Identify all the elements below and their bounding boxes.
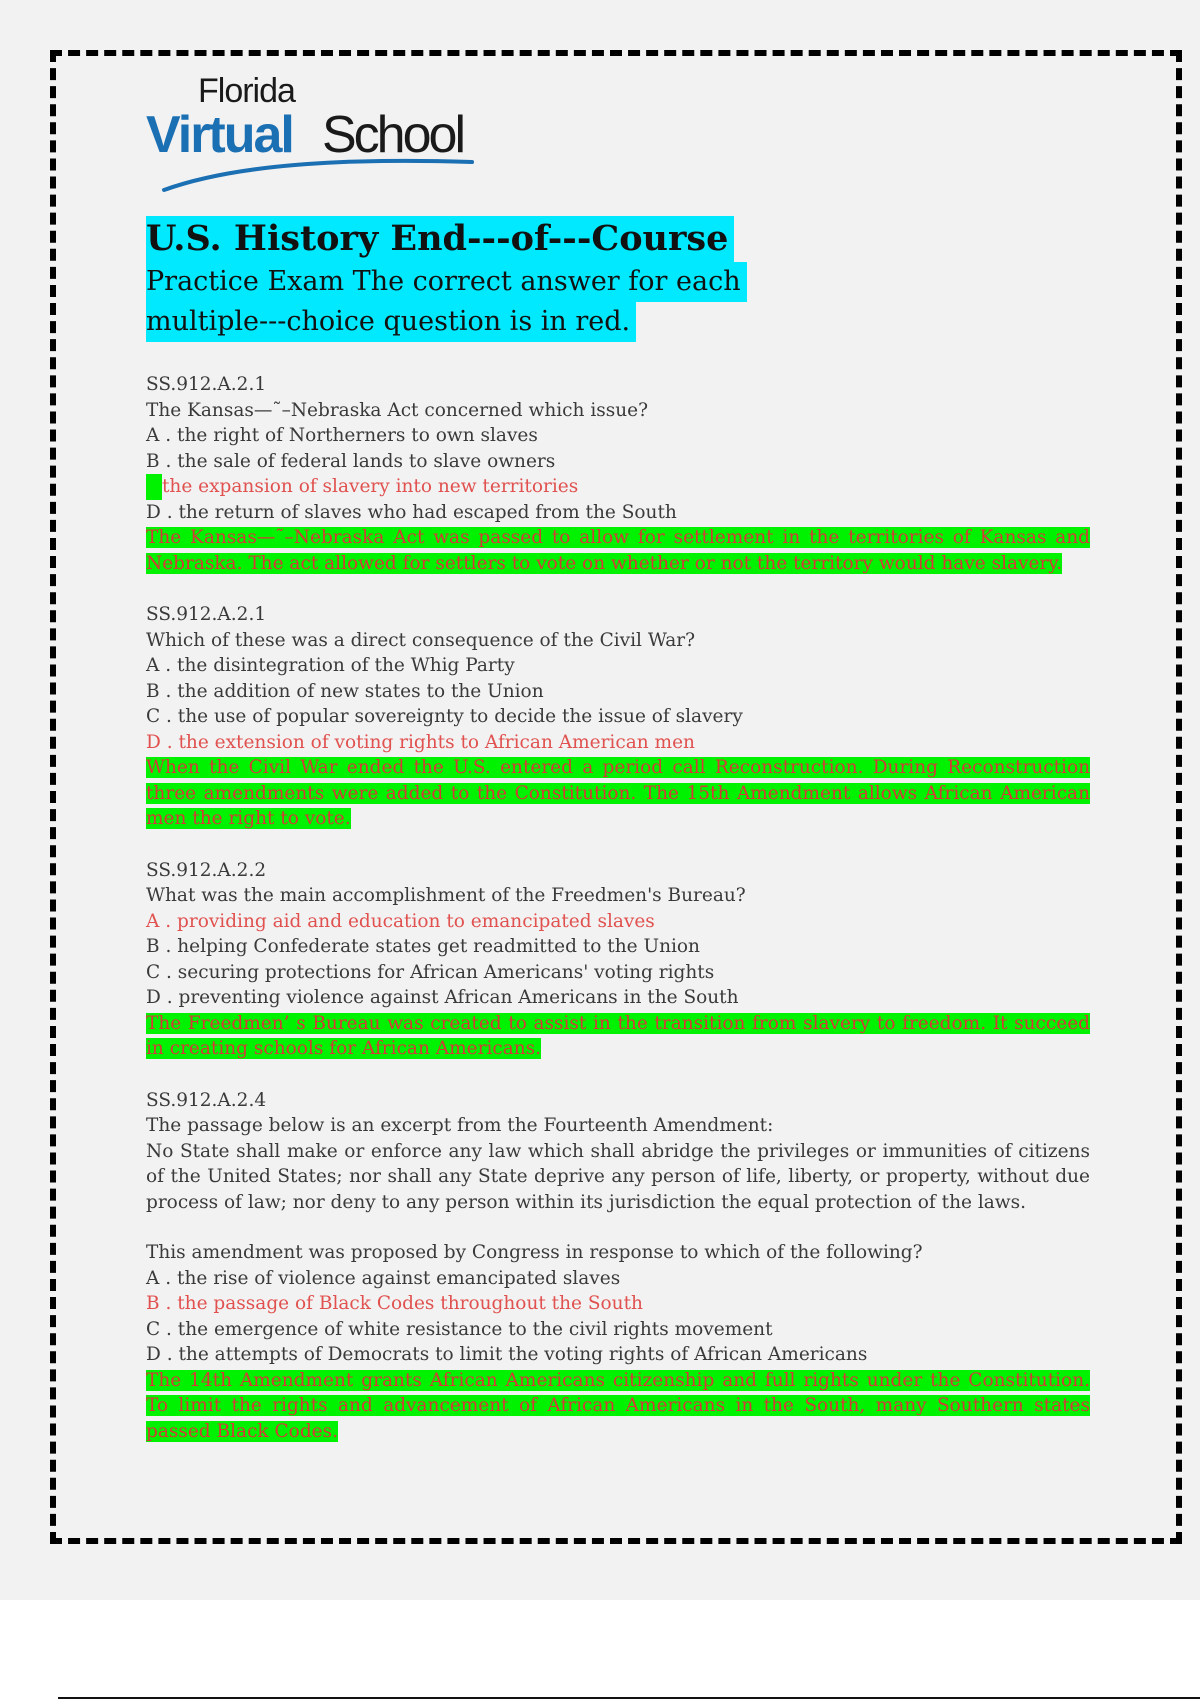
option-a: A . the rise of violence against emancipated slaves [146,1267,621,1289]
option-a-correct: A . providing aid and education to emancipated slaves [146,910,655,932]
option-d: D . the attempts of Democrats to limit the voting rights of African Americans [146,1344,868,1365]
question-1 [146,372,1090,576]
answer-marker: C [146,474,162,500]
option-c-correct: Cthe expansion of slavery into new territories [146,474,1090,500]
question-text: Which of these was a direct consequence of the Civil War? [146,629,696,651]
option-a: A . the disintegration of the Whig Party [146,655,515,676]
answer-explanation: The 14th Amendment grants African Americans citizenship and full rights under the Constitution. To limit the rights and advancement of African Americans in the South, many Southern states passed Black Codes. [146,1369,1090,1442]
option-c: C . the use of popular sovereignty to decide the issue of slavery [146,706,743,727]
option-a: A . the right of Northerners to own slaves [146,425,538,446]
question-text: This amendment was proposed by Congress in response to which of the following? [146,1242,923,1263]
logo-swoosh [164,161,472,190]
option-b-correct: B . the passage of Black Codes throughout the South [146,1293,643,1314]
option-b: B . the addition of new states to the Union [146,680,544,702]
logo-line2-bold: Virtual [146,106,293,164]
answer-explanation: The Freedmen’ s Bureau was created to assist in the transition from slavery to freedom. It succeed in creating schools for African Americans. [146,1012,1090,1059]
option-b: B . helping Confederate states get readmitted to the Union [146,936,700,957]
questions-container [146,372,1090,1444]
option-d-correct: D . the extension of voting rights to African American men [146,731,695,753]
title-line-3: multiple---choice question is in red. [146,302,636,342]
question-text: What was the main accomplishment of the Freedmen's Bureau? [146,885,746,906]
option-c: C . the emergence of white resistance to the civil rights movement [146,1318,773,1340]
standard-code: SS.912.A.2.1 [146,374,267,395]
title-line-1: U.S. History End---of---Course [146,216,734,262]
option-c: C . securing protections for African Americans' voting rights [146,961,715,983]
standard-code: SS.912.A.2.1 [146,604,267,625]
amendment-passage: No State shall make or enforce any law which shall abridge the privileges or immunities of citizens of the United States; nor shall any State deprive any person of life, liberty, or property, without due process of law; nor deny to any person within its jurisdiction the equal protection of the laws. [146,1140,1090,1213]
title-line-2: Practice Exam The correct answer for each [146,262,747,302]
option-b: B . the sale of federal lands to slave owners [146,450,556,472]
logo-line1: Florida [198,72,295,110]
standard-code: SS.912.A.2.2 [146,859,267,881]
answer-explanation: The Kansas—˜–Nebraska Act was passed to allow for settlement in the territories of Kansas and Nebraska. The act allowed for settlers to vote on whether or not the territory would have slavery. [146,527,1090,574]
document-title [146,216,946,342]
option-d: D . preventing violence against African Americans in the South [146,987,739,1008]
answer-explanation: When the Civil War ended the U.S. entered a period call Reconstruction. During Reconstruction three amendments were added to the Constitution. The 15th Amendment allows African American men the right to vote. [146,757,1090,829]
question-3 [146,858,1090,1062]
florida-virtual-school-logo [146,72,476,198]
bottom-rule [58,1697,1200,1699]
question-2 [146,602,1090,832]
question-text: The Kansas—˜–Nebraska Act concerned which issue? [146,399,649,421]
logo-line2-light: School [322,106,463,164]
question-4 [146,1088,1090,1445]
option-d: D . the return of slaves who had escaped from the South [146,501,677,523]
standard-code: SS.912.A.2.4 [146,1089,267,1111]
passage-intro: The passage below is an excerpt from the Fourteenth Amendment: [146,1115,774,1136]
